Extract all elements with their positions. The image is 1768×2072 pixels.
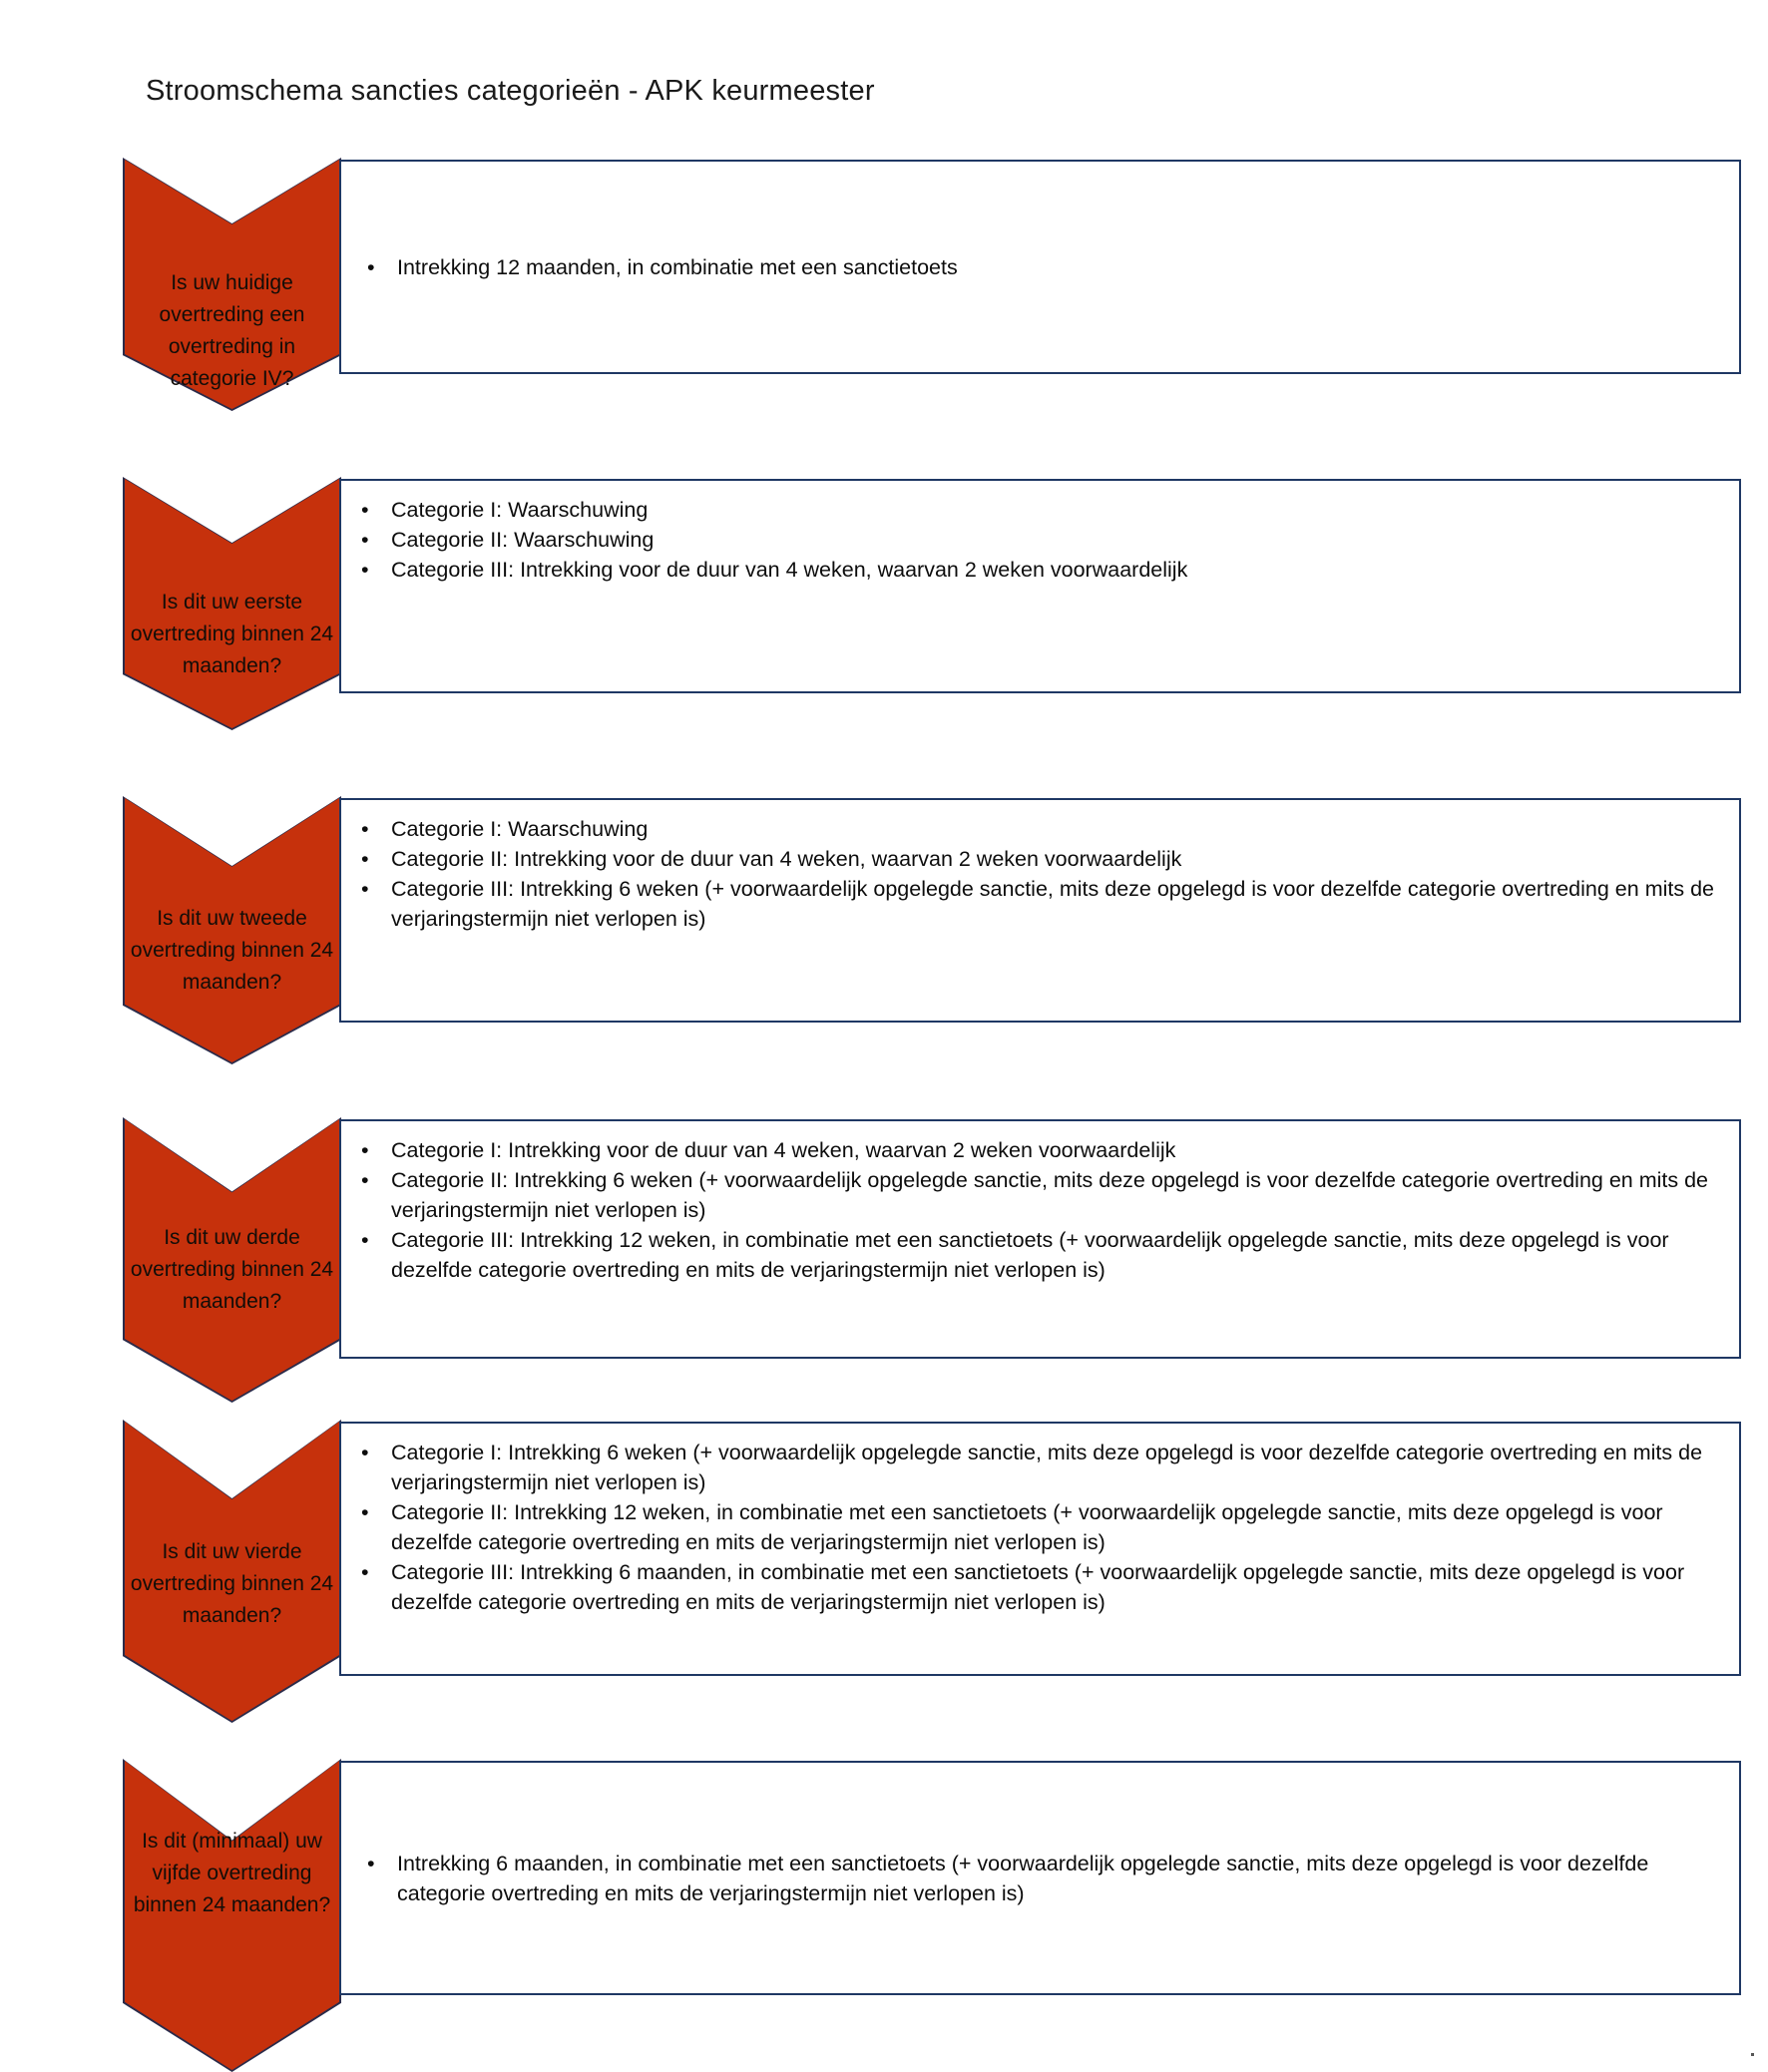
outcome-box-vijfde-overtreding bbox=[339, 1761, 1741, 1995]
outcome-item bbox=[341, 1165, 1739, 1225]
bullet-icon: • bbox=[361, 1138, 369, 1162]
outcome-text: Categorie II: Intrekking 6 weken (+ voorwaardelijk opgelegde sanctie, mits deze opgelegd is voor dezelfde categorie overtreding en mits de verjaringstermijn niet verlopen is) bbox=[391, 1168, 1709, 1222]
outcome-text: Categorie I: Intrekking voor de duur van 4 weken, waarvan 2 weken voorwaardelijk bbox=[391, 1138, 1176, 1162]
outcome-box-eerste-overtreding bbox=[339, 479, 1741, 693]
bullet-icon: • bbox=[361, 1500, 369, 1524]
outcome-text: Categorie II: Intrekking 12 weken, in combinatie met een sanctietoets (+ voorwaardelijk opgelegde sanctie, mits deze opgelegd is voor dezelfde categorie overtreding en mits de verjaringstermijn niet verlopen is) bbox=[391, 1500, 1663, 1554]
outcome-list bbox=[341, 800, 1739, 934]
question-label-vierde-overtreding: Is dit uw vierde overtreding binnen 24 maanden? bbox=[130, 1540, 334, 1627]
outcome-text: Categorie I: Waarschuwing bbox=[391, 817, 649, 841]
outcome-item bbox=[341, 1225, 1739, 1285]
outcome-item bbox=[341, 1497, 1739, 1557]
outcome-item bbox=[341, 844, 1739, 874]
outcome-text: Categorie III: Intrekking 12 weken, in combinatie met een sanctietoets (+ voorwaardelijk opgelegde sanctie, mits deze opgelegd is voor dezelfde categorie overtreding en mits de verjaringstermijn niet verlopen is) bbox=[391, 1228, 1669, 1282]
outcome-item bbox=[341, 1135, 1739, 1165]
page-title: Stroomschema sancties categorieën - APK keurmeester bbox=[146, 75, 875, 107]
bullet-icon: • bbox=[361, 498, 369, 522]
bullet-icon: • bbox=[361, 877, 369, 901]
outcome-item bbox=[341, 1438, 1739, 1497]
corner-mark bbox=[1751, 2053, 1754, 2056]
bullet-icon: • bbox=[361, 558, 369, 582]
outcome-box-tweede-overtreding bbox=[339, 798, 1741, 1023]
bullet-icon: • bbox=[361, 847, 369, 871]
outcome-item bbox=[341, 874, 1739, 934]
outcome-text: Categorie III: Intrekking 6 weken (+ voorwaardelijk opgelegde sanctie, mits deze opgelegd is voor dezelfde categorie overtreding en mits de verjaringstermijn niet verlopen is) bbox=[391, 877, 1714, 931]
outcome-list bbox=[341, 481, 1739, 585]
outcome-box-categorie-iv bbox=[339, 160, 1741, 374]
bullet-icon: • bbox=[361, 1560, 369, 1584]
outcome-item bbox=[341, 1849, 1739, 1908]
outcome-list bbox=[341, 1849, 1739, 1908]
outcome-item bbox=[341, 252, 1739, 282]
outcome-box-vierde-overtreding bbox=[339, 1422, 1741, 1676]
question-label-tweede-overtreding: Is dit uw tweede overtreding binnen 24 maanden? bbox=[130, 907, 334, 994]
bullet-icon: • bbox=[361, 1228, 369, 1252]
outcome-text: Categorie II: Waarschuwing bbox=[391, 528, 655, 552]
bullet-icon: • bbox=[361, 1168, 369, 1192]
outcome-item bbox=[341, 555, 1739, 585]
outcome-text: Categorie III: Intrekking 6 maanden, in combinatie met een sanctietoets (+ voorwaardelijk opgelegde sanctie, mits deze opgelegd is voor dezelfde categorie overtreding en mits de verjaringstermijn niet verlopen is) bbox=[391, 1560, 1685, 1614]
outcome-text: Categorie III: Intrekking voor de duur van 4 weken, waarvan 2 weken voorwaardelijk bbox=[391, 558, 1188, 582]
bullet-icon: • bbox=[367, 254, 375, 279]
outcome-text: Categorie I: Intrekking 6 weken (+ voorwaardelijk opgelegde sanctie, mits deze opgelegd is voor dezelfde categorie overtreding en mits de verjaringstermijn niet verlopen is) bbox=[391, 1441, 1703, 1494]
outcome-text: Intrekking 6 maanden, in combinatie met een sanctietoets (+ voorwaardelijk opgelegde sanctie, mits deze opgelegd is voor dezelfde categorie overtreding en mits de verjaringstermijn niet verlopen is) bbox=[397, 1851, 1649, 1905]
outcome-item bbox=[341, 814, 1739, 844]
outcome-text: Intrekking 12 maanden, in combinatie met een sanctietoets bbox=[397, 254, 958, 279]
question-label-eerste-overtreding: Is dit uw eerste overtreding binnen 24 maanden? bbox=[130, 591, 334, 677]
outcome-item bbox=[341, 495, 1739, 525]
outcome-item bbox=[341, 525, 1739, 555]
question-label-derde-overtreding: Is dit uw derde overtreding binnen 24 maanden? bbox=[130, 1226, 334, 1313]
outcome-item bbox=[341, 1557, 1739, 1617]
question-label-vijfde-overtreding: Is dit (minimaal) uw vijfde overtreding binnen 24 maanden? bbox=[133, 1830, 331, 1916]
outcome-text: Categorie II: Intrekking voor de duur van 4 weken, waarvan 2 weken voorwaardelijk bbox=[391, 847, 1182, 871]
bullet-icon: • bbox=[367, 1851, 375, 1875]
bullet-icon: • bbox=[361, 817, 369, 841]
outcome-list bbox=[341, 252, 1739, 282]
outcome-list bbox=[341, 1424, 1739, 1617]
outcome-text: Categorie I: Waarschuwing bbox=[391, 498, 649, 522]
outcome-list bbox=[341, 1121, 1739, 1285]
bullet-icon: • bbox=[361, 528, 369, 552]
question-label-categorie-iv: Is uw huidige overtreding een overtreding in categorie IV? bbox=[159, 271, 305, 390]
bullet-icon: • bbox=[361, 1441, 369, 1464]
outcome-box-derde-overtreding bbox=[339, 1119, 1741, 1359]
